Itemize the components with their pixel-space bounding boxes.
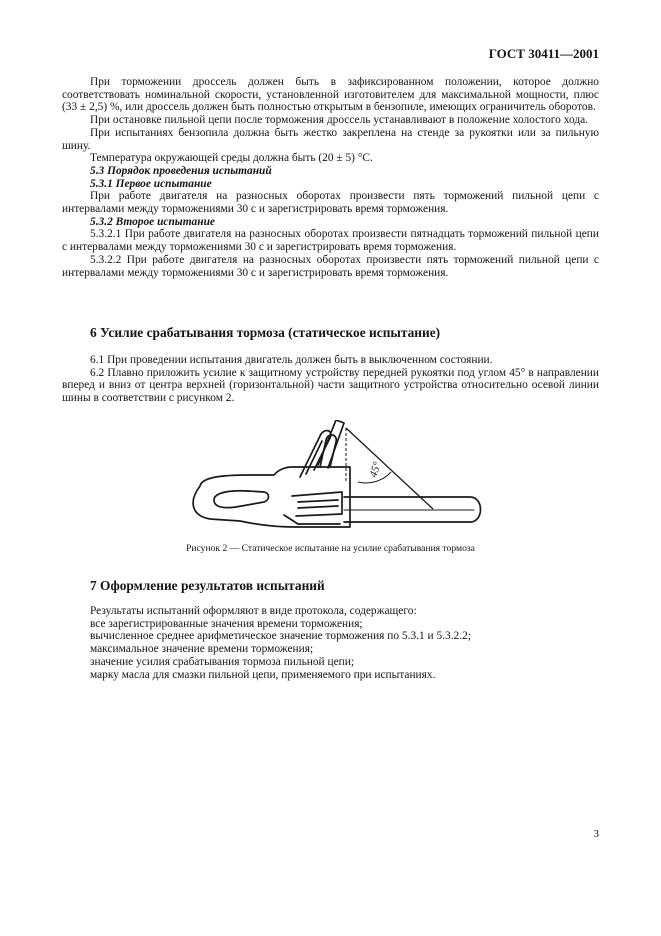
angle-label: 45° bbox=[367, 460, 384, 479]
section-5-2-body bbox=[62, 76, 599, 279]
list-item: все зарегистрированные значения времени торможения; bbox=[90, 617, 363, 630]
paragraph: При торможении дроссель должен быть в зафиксированном положении, которое должно соответствовать номинальной скорости, установленной изготовителем для максимальной мощности, плюс (33 ± 2,5) %, или дроссель должен быть полностью открытым в бензопиле, имеющих ограничитель оборотов. bbox=[62, 76, 599, 114]
section-6-body bbox=[62, 354, 599, 405]
paragraph: Результаты испытаний оформляют в виде протокола, содержащего: bbox=[90, 605, 417, 617]
paragraph: При остановке пильной цепи после торможения дроссель устанавливают в положение холостого хода. bbox=[90, 114, 589, 127]
chainsaw-figure bbox=[180, 420, 490, 535]
section-heading: 6 Усилие срабатывания тормоза (статическое испытание) bbox=[90, 325, 441, 340]
muffler bbox=[298, 500, 338, 508]
figure-caption: Рисунок 2 — Статическое испытание на усилие срабатывания тормоза bbox=[186, 543, 475, 554]
section-heading: 7 Оформление результатов испытаний bbox=[90, 578, 325, 593]
page-number: 3 bbox=[593, 828, 599, 840]
front-cover bbox=[292, 492, 342, 516]
list-item: вычисленное среднее арифметическое значение торможения по 5.3.1 и 5.3.2.2; bbox=[90, 630, 471, 643]
paragraph: 6.2 Плавно приложить усилие к защитному устройству передней рукоятки под углом 45° в направлении вперед и вниз от центра верхней (горизонтальной) части защитного устройства относительно осевой линии шины в соответствии с рисунком 2. bbox=[62, 366, 599, 405]
list-item: максимальное значение времени торможения; bbox=[90, 643, 314, 656]
subsection-heading: 5.3.2 Второе испытание bbox=[90, 215, 215, 228]
document-header: ГОСТ 30411—2001 bbox=[488, 46, 599, 61]
subsection-heading: 5.3.1 Первое испытание bbox=[90, 177, 212, 190]
paragraph: 5.3.2.2 При работе двигателя на разносных оборотах произвести пять торможений пильной цепи с интервалами между торможениями 30 с и зарегистрировать время торможения. bbox=[62, 253, 599, 279]
list-item: марку масла для смазки пильной цепи, применяемого при испытаниях. bbox=[90, 668, 436, 681]
paragraph: Температура окружающей среды должна быть (20 ± 5) °С. bbox=[90, 152, 373, 165]
list-item: значение усилия срабатывания тормоза пильной цепи; bbox=[90, 655, 355, 668]
section-7-body bbox=[62, 605, 599, 681]
chainsaw-body bbox=[193, 467, 350, 527]
rear-handle-opening bbox=[214, 491, 269, 508]
paragraph: 5.3.2.1 При работе двигателя на разносных оборотах произвести пятнадцать торможений пильной цепи с интервалами между торможениями 30 с и зарегистрировать время торможения. bbox=[62, 228, 599, 254]
subsection-heading: 5.3 Порядок проведения испытаний bbox=[90, 164, 272, 177]
paragraph: При испытаниях бензопила должна быть жестко закреплена на стенде за рукоятки или за пильную шину. bbox=[62, 126, 599, 152]
paragraph: При работе двигателя на разносных оборотах произвести пять торможений пильной цепи с интервалами между торможениями 30 с и зарегистрировать время торможения. bbox=[62, 190, 599, 216]
paragraph: 6.1 При проведении испытания двигатель должен быть в выключенном состоянии. bbox=[90, 354, 493, 366]
lower-housing bbox=[284, 515, 340, 524]
